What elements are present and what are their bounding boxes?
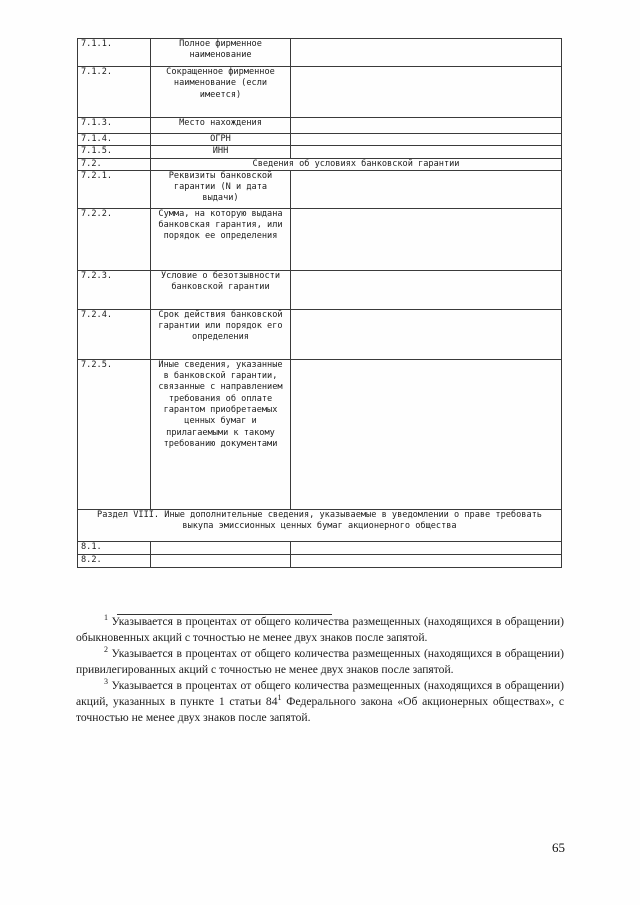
row-value-cell[interactable] bbox=[291, 554, 562, 567]
section-row bbox=[78, 509, 562, 541]
table-row bbox=[78, 208, 562, 270]
row-number: 7.2.2. bbox=[78, 208, 151, 270]
footnotes bbox=[76, 614, 564, 726]
row-number: 7.2.4. bbox=[78, 309, 151, 359]
row-label: ИНН bbox=[151, 146, 291, 158]
row-number: 7.2.5. bbox=[78, 359, 151, 509]
table-row bbox=[78, 541, 562, 554]
row-value-cell[interactable] bbox=[291, 270, 562, 309]
footnote-mark: 1 bbox=[104, 613, 108, 622]
footnote bbox=[76, 678, 564, 726]
table-row bbox=[78, 146, 562, 158]
row-number: 7.2.1. bbox=[78, 170, 151, 208]
row-value-cell[interactable] bbox=[291, 39, 562, 67]
row-number: 7.1.1. bbox=[78, 39, 151, 67]
table-row bbox=[78, 118, 562, 134]
row-value-cell[interactable] bbox=[291, 67, 562, 118]
row-value-cell[interactable] bbox=[291, 118, 562, 134]
row-value-cell[interactable] bbox=[291, 541, 562, 554]
table-row bbox=[78, 270, 562, 309]
footnote bbox=[76, 646, 564, 678]
row-label: Иные сведения, указанные в банковской гарантии, связанные с направлением требования об оплате гарантом приобретаемых ценных бумаг и прилагаемыми к такому требованию документами bbox=[151, 359, 291, 509]
row-value-cell[interactable] bbox=[291, 309, 562, 359]
table-row bbox=[78, 39, 562, 67]
row-value-cell[interactable] bbox=[291, 359, 562, 509]
row-label: Реквизиты банковской гарантии (N и дата выдачи) bbox=[151, 170, 291, 208]
table-row bbox=[78, 309, 562, 359]
table-row bbox=[78, 359, 562, 509]
row-label bbox=[151, 541, 291, 554]
row-value-cell[interactable] bbox=[291, 208, 562, 270]
footnote bbox=[76, 614, 564, 646]
section-title: Сведения об условиях банковской гарантии bbox=[151, 158, 562, 170]
table-row bbox=[78, 134, 562, 146]
row-number: 7.1.3. bbox=[78, 118, 151, 134]
row-label bbox=[151, 554, 291, 567]
footnote-mark: 2 bbox=[104, 645, 108, 654]
section-number: 7.2. bbox=[78, 158, 151, 170]
row-value-cell[interactable] bbox=[291, 170, 562, 208]
row-value-cell[interactable] bbox=[291, 146, 562, 158]
row-number: 7.1.4. bbox=[78, 134, 151, 146]
row-label: Место нахождения bbox=[151, 118, 291, 134]
footnote-article-superscript: 1 bbox=[277, 693, 282, 702]
row-number: 8.1. bbox=[78, 541, 151, 554]
table-row bbox=[78, 67, 562, 118]
table-row bbox=[78, 170, 562, 208]
row-label: Сокращенное фирменное наименование (если имеется) bbox=[151, 67, 291, 118]
row-label: Полное фирменное наименование bbox=[151, 39, 291, 67]
footnote-text: Указывается в процентах от общего количества размещенных (находящихся в обращении) акций, указанных в пункте 1 статьи 84 bbox=[76, 679, 564, 708]
row-number: 7.2.3. bbox=[78, 270, 151, 309]
row-label: Сумма, на которую выдана банковская гарантия, или порядок ее определения bbox=[151, 208, 291, 270]
section-viii-title: Раздел VIII. Иные дополнительные сведения, указываемые в уведомлении о праве требовать выкупа эмиссионных ценных бумаг акционерного общества bbox=[78, 509, 562, 541]
footnote-text: Указывается в процентах от общего количества размещенных (находящихся в обращении) привилегированных акций с точностью не менее двух знаков после запятой. bbox=[76, 647, 564, 676]
row-number: 7.1.5. bbox=[78, 146, 151, 158]
row-number: 7.1.2. bbox=[78, 67, 151, 118]
row-label: Условие о безотзывности банковской гарантии bbox=[151, 270, 291, 309]
footnote-text-cont: Федерального закона «Об акционерных обществах», с точностью не менее двух знаков после запятой. bbox=[76, 695, 564, 724]
notice-form-table bbox=[77, 38, 562, 568]
row-value-cell[interactable] bbox=[291, 134, 562, 146]
row-label: ОГРН bbox=[151, 134, 291, 146]
footnote-mark: 3 bbox=[104, 677, 108, 686]
footnote-text: Указывается в процентах от общего количества размещенных (находящихся в обращении) обыкновенных акций с точностью не менее двух знаков после запятой. bbox=[76, 615, 564, 644]
table-row bbox=[78, 554, 562, 567]
row-number: 8.2. bbox=[78, 554, 151, 567]
page-number: 65 bbox=[552, 840, 565, 855]
row-label: Срок действия банковской гарантии или порядок его определения bbox=[151, 309, 291, 359]
section-row bbox=[78, 158, 562, 170]
